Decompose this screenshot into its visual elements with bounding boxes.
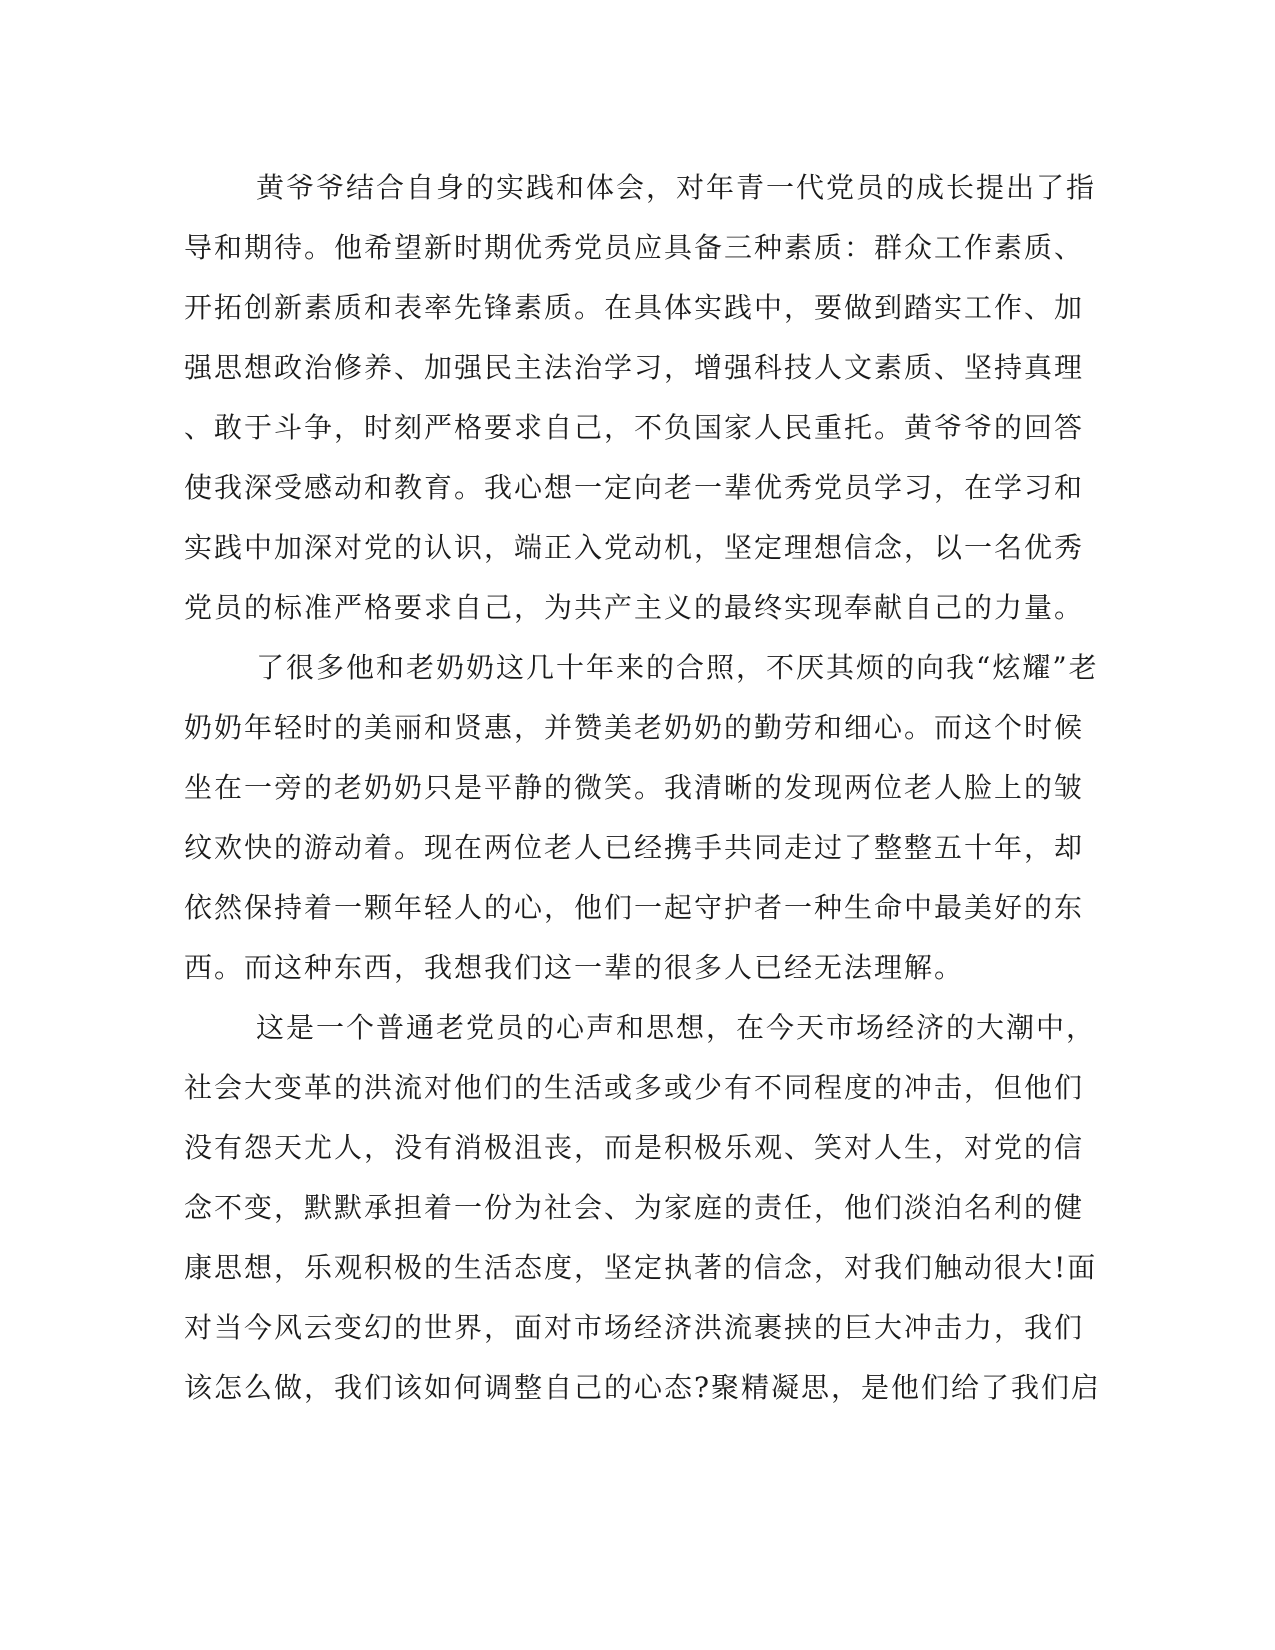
text-line: 黄爷爷结合自身的实践和体会，对年青一代党员的成长提出了指 bbox=[256, 171, 1097, 204]
text-line: 开拓创新素质和表率先锋素质。在具体实践中，要做到踏实工作、加 bbox=[184, 291, 1085, 324]
text-line: 社会大变革的洪流对他们的生活或多或少有不同程度的冲击，但他们 bbox=[184, 1071, 1085, 1104]
text-line: 了很多他和老奶奶这几十年来的合照，不厌其烦的向我“炫耀”老 bbox=[256, 651, 1099, 684]
text-line: 没有怨天尤人，没有消极沮丧，而是积极乐观、笑对人生，对党的信 bbox=[184, 1131, 1085, 1164]
paragraph-2 bbox=[184, 638, 1099, 998]
text-line: 依然保持着一颗年轻人的心，他们一起守护者一种生命中最美好的东 bbox=[184, 891, 1085, 924]
paragraph-3 bbox=[184, 998, 1102, 1418]
paragraph-1 bbox=[184, 158, 1097, 638]
text-line: 康思想，乐观积极的生活态度，坚定执著的信念，对我们触动很大!面 bbox=[184, 1251, 1098, 1284]
text-line: 实践中加深对党的认识，端正入党动机，坚定理想信念，以一名优秀 bbox=[184, 531, 1085, 564]
text-line: 纹欢快的游动着。现在两位老人已经携手共同走过了整整五十年，却 bbox=[184, 831, 1085, 864]
text-line: 该怎么做，我们该如何调整自己的心态?聚精凝思，是他们给了我们启 bbox=[184, 1371, 1102, 1404]
text-line: 坐在一旁的老奶奶只是平静的微笑。我清晰的发现两位老人脸上的皱 bbox=[184, 771, 1085, 804]
text-line: 念不变，默默承担着一份为社会、为家庭的责任，他们淡泊名利的健 bbox=[184, 1191, 1085, 1224]
text-line: 使我深受感动和教育。我心想一定向老一辈优秀党员学习，在学习和 bbox=[184, 471, 1085, 504]
document-body bbox=[184, 158, 1102, 1418]
text-line: 对当今风云变幻的世界，面对市场经济洪流裹挟的巨大冲击力，我们 bbox=[184, 1311, 1085, 1344]
text-line: 导和期待。他希望新时期优秀党员应具备三种素质：群众工作素质、 bbox=[184, 231, 1085, 264]
text-line: 西。而这种东西，我想我们这一辈的很多人已经无法理解。 bbox=[184, 951, 965, 984]
text-line: 这是一个普通老党员的心声和思想，在今天市场经济的大潮中， bbox=[256, 1011, 1097, 1044]
text-line: 强思想政治修养、加强民主法治学习，增强科技人文素质、坚持真理 bbox=[184, 351, 1085, 384]
text-line: 党员的标准严格要求自己，为共产主义的最终实现奉献自己的力量。 bbox=[184, 591, 1085, 624]
text-line: 奶奶年轻时的美丽和贤惠，并赞美老奶奶的勤劳和细心。而这个时候 bbox=[184, 711, 1085, 744]
text-line: 、敢于斗争，时刻严格要求自己，不负国家人民重托。黄爷爷的回答 bbox=[184, 411, 1085, 444]
